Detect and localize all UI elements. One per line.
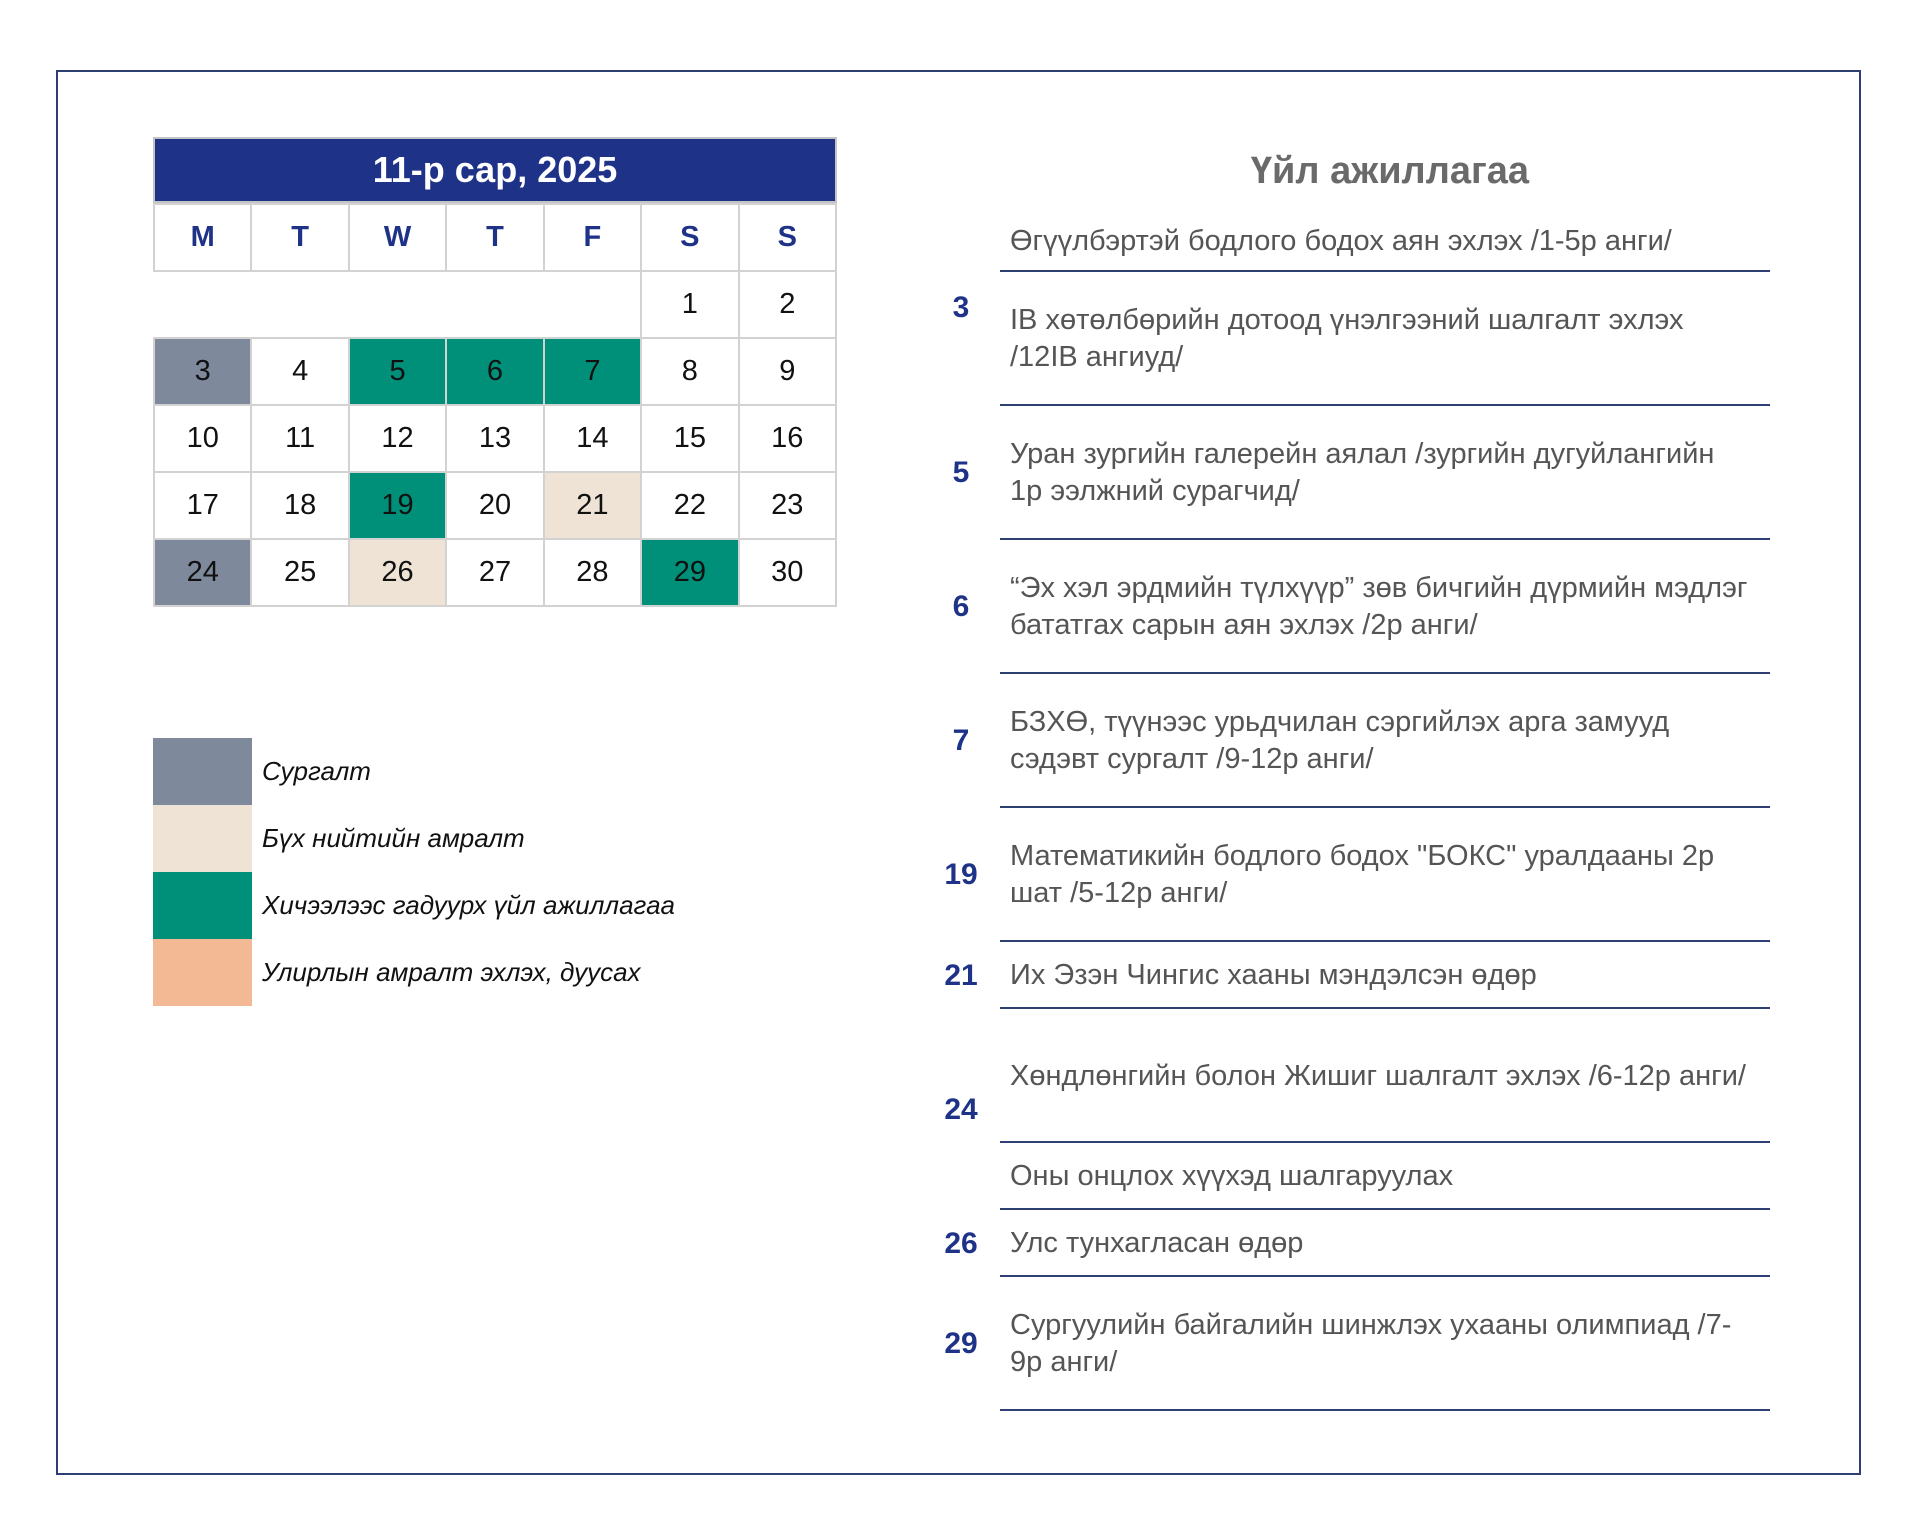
day-cell: 7 bbox=[544, 338, 641, 405]
day-cell: 28 bbox=[544, 539, 641, 606]
activity-divider bbox=[1000, 1409, 1770, 1411]
day-cell: 27 bbox=[446, 539, 543, 606]
legend-swatch bbox=[153, 872, 252, 939]
day-cell: 17 bbox=[154, 472, 251, 539]
week-row bbox=[154, 271, 836, 338]
legend-item bbox=[153, 872, 675, 939]
activity-items bbox=[1000, 1210, 1770, 1277]
activity-day: 19 bbox=[944, 858, 978, 891]
weekday-label: M bbox=[154, 204, 251, 271]
week-row bbox=[154, 539, 836, 606]
activity-day: 26 bbox=[944, 1226, 978, 1260]
activity-text: Өгүүлбэртэй бодлого бодох аян эхлэх /1-5р анги/ bbox=[1010, 224, 1672, 257]
activity-item bbox=[1000, 1009, 1770, 1143]
activity-day: 3 bbox=[952, 291, 970, 324]
empty-cell bbox=[349, 271, 446, 338]
activity-text: Хөндлөнгийн болон Жишиг шалгалт эхлэх /6-12р анги/ bbox=[1010, 1059, 1746, 1092]
day-cell: 8 bbox=[641, 338, 738, 405]
legend-item bbox=[153, 738, 675, 805]
activity-text: Сургуулийн байгалийн шинжлэх ухааны олимпиад /7-9р анги/ bbox=[1010, 1309, 1732, 1378]
day-cell: 11 bbox=[251, 405, 348, 472]
activity-text: БЗХӨ, түүнээс урьдчилан сэргийлэх арга замууд сэдэвт сургалт /9-12р анги/ bbox=[1010, 706, 1670, 775]
activity-items bbox=[1000, 1277, 1770, 1411]
day-cell: 21 bbox=[544, 472, 641, 539]
weekday-label: T bbox=[446, 204, 543, 271]
empty-cell bbox=[154, 271, 251, 338]
activity-day: 7 bbox=[952, 724, 970, 757]
activity-item bbox=[1000, 808, 1770, 942]
activities-title: Үйл ажиллагаа bbox=[1250, 150, 1530, 192]
activity-group bbox=[930, 942, 1770, 1009]
calendar-grid bbox=[153, 203, 837, 607]
day-cell: 30 bbox=[739, 539, 836, 606]
activity-items bbox=[1000, 808, 1770, 942]
day-cell: 18 bbox=[251, 472, 348, 539]
activity-items bbox=[1000, 406, 1770, 540]
legend-label: Сургалт bbox=[262, 756, 371, 786]
day-cell: 3 bbox=[154, 338, 251, 405]
activity-items bbox=[1000, 942, 1770, 1009]
empty-cell bbox=[446, 271, 543, 338]
day-cell: 10 bbox=[154, 405, 251, 472]
activity-group bbox=[930, 540, 1770, 674]
activity-text: IB хөтөлбөрийн дотоод үнэлгээний шалгалт эхлэх /12IB ангиуд/ bbox=[1010, 304, 1684, 373]
activity-group bbox=[930, 674, 1770, 808]
empty-cell bbox=[251, 271, 348, 338]
day-cell: 22 bbox=[641, 472, 738, 539]
legend-item bbox=[153, 939, 675, 1006]
calendar-weeks bbox=[154, 271, 836, 606]
activity-day: 5 bbox=[952, 456, 970, 489]
day-cell: 20 bbox=[446, 472, 543, 539]
day-cell: 23 bbox=[739, 472, 836, 539]
activity-text: Улс тунхагласан өдөр bbox=[1010, 1227, 1304, 1259]
weekday-label: T bbox=[251, 204, 348, 271]
legend bbox=[153, 738, 675, 1006]
activity-text: Оны онцлох хүүхэд шалгаруулах bbox=[1010, 1160, 1454, 1192]
activity-item bbox=[1000, 406, 1770, 540]
activities-list bbox=[930, 210, 1770, 1411]
activity-item bbox=[1000, 1210, 1770, 1277]
day-cell: 13 bbox=[446, 405, 543, 472]
activity-text: Их Эзэн Чингис хааны мэндэлсэн өдөр bbox=[1010, 959, 1537, 991]
activity-items bbox=[1000, 674, 1770, 808]
weekday-label: F bbox=[544, 204, 641, 271]
activity-group bbox=[930, 1009, 1770, 1210]
activity-group bbox=[930, 406, 1770, 540]
day-cell: 12 bbox=[349, 405, 446, 472]
activity-item bbox=[1000, 272, 1770, 406]
legend-label: Улирлын амралт эхлэх, дуусах bbox=[262, 957, 641, 987]
activity-text: Математикийн бодлого бодох "БОКС" уралдааны 2р шат /5-12р анги/ bbox=[1010, 840, 1715, 909]
day-cell: 26 bbox=[349, 539, 446, 606]
activity-group bbox=[930, 808, 1770, 942]
calendar bbox=[153, 137, 837, 607]
activity-item bbox=[1000, 540, 1770, 674]
activity-item bbox=[1000, 1277, 1770, 1411]
weekday-label: S bbox=[641, 204, 738, 271]
day-cell: 2 bbox=[739, 271, 836, 338]
legend-label: Хичээлээс гадуурх үйл ажиллагаа bbox=[262, 890, 675, 920]
legend-swatch bbox=[153, 805, 252, 872]
week-row bbox=[154, 338, 836, 405]
day-cell: 25 bbox=[251, 539, 348, 606]
day-cell: 5 bbox=[349, 338, 446, 405]
activity-group bbox=[930, 210, 1770, 406]
day-cell: 4 bbox=[251, 338, 348, 405]
activity-day: 29 bbox=[944, 1327, 978, 1360]
empty-cell bbox=[544, 271, 641, 338]
week-row bbox=[154, 405, 836, 472]
day-cell: 29 bbox=[641, 539, 738, 606]
activity-item bbox=[1000, 1143, 1770, 1210]
day-cell: 19 bbox=[349, 472, 446, 539]
weekday-header-row bbox=[154, 204, 836, 271]
day-cell: 24 bbox=[154, 539, 251, 606]
day-cell: 6 bbox=[446, 338, 543, 405]
legend-swatch bbox=[153, 939, 252, 1006]
activity-group bbox=[930, 1210, 1770, 1277]
day-cell: 15 bbox=[641, 405, 738, 472]
activity-item bbox=[1000, 942, 1770, 1009]
week-row bbox=[154, 472, 836, 539]
activity-day: 6 bbox=[952, 590, 970, 623]
activity-items bbox=[1000, 1009, 1770, 1210]
activity-day: 24 bbox=[944, 1092, 978, 1126]
activity-item bbox=[1000, 210, 1770, 272]
activity-text: Уран зургийн галерейн аялал /зургийн дугуйлангийн 1р ээлжний сурагчид/ bbox=[1010, 438, 1715, 507]
legend-label: Бүх нийтийн амралт bbox=[262, 823, 525, 853]
day-cell: 1 bbox=[641, 271, 738, 338]
day-cell: 16 bbox=[739, 405, 836, 472]
day-cell: 9 bbox=[739, 338, 836, 405]
weekday-label: W bbox=[349, 204, 446, 271]
day-cell: 14 bbox=[544, 405, 641, 472]
weekday-label: S bbox=[739, 204, 836, 271]
activity-group bbox=[930, 1277, 1770, 1411]
activity-items bbox=[1000, 540, 1770, 674]
activity-text: “Эх хэл эрдмийн түлхүүр” зөв бичгийн дүрмийн мэдлэг бататгах сарын аян эхлэх /2р анги/ bbox=[1010, 572, 1748, 641]
activity-item bbox=[1000, 674, 1770, 808]
activity-items bbox=[1000, 210, 1770, 406]
activity-day: 21 bbox=[944, 958, 978, 992]
legend-item bbox=[153, 805, 675, 872]
legend-swatch bbox=[153, 738, 252, 805]
calendar-title: 11-р сар, 2025 bbox=[153, 137, 837, 203]
